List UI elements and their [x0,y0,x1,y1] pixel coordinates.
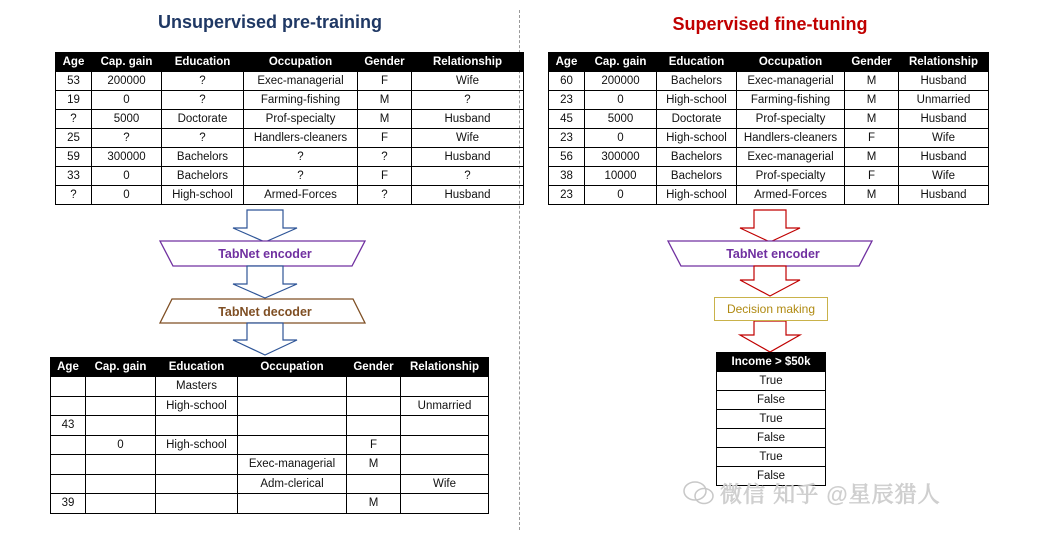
table-row [549,72,989,91]
column-header: Education [162,53,244,72]
table-cell: Husband [412,110,524,129]
decoder-label: TabNet decoder [218,304,312,319]
column-header: Relationship [899,53,989,72]
income-cell: False [717,429,826,448]
left-panel-title: Unsupervised pre-training [157,12,383,32]
table-cell: Armed-Forces [737,186,845,205]
table-row [51,435,489,455]
table-cell: Wife [899,129,989,148]
table-cell: 23 [549,91,585,110]
table-cell: Exec-managerial [737,148,845,167]
table-cell: 23 [549,129,585,148]
table-cell: 200000 [92,72,162,91]
table-cell: 5000 [92,110,162,129]
table-row [56,167,524,186]
table-cell [51,377,86,397]
table-cell: F [358,167,412,186]
column-header: Gender [845,53,899,72]
column-header: Age [549,53,585,72]
table-cell: M [347,455,401,475]
table-cell [86,416,156,436]
table-cell: High-school [657,186,737,205]
table-row [56,110,524,129]
table-cell: M [347,494,401,514]
table-cell [401,416,489,436]
table-cell [86,455,156,475]
income-cell: True [717,372,826,391]
table-cell: Husband [412,148,524,167]
column-header: Occupation [244,53,358,72]
table-cell: Handlers-cleaners [737,129,845,148]
table-cell: M [845,148,899,167]
table-header-row [56,53,524,72]
table-cell: Doctorate [162,110,244,129]
column-header: Relationship [401,358,489,377]
table-cell [238,377,347,397]
table-cell: F [845,129,899,148]
table-row [549,186,989,205]
table-row [549,110,989,129]
left-input-table [55,52,524,205]
table-row [51,455,489,475]
table-cell: 0 [585,129,657,148]
table-cell [347,416,401,436]
table-cell: Prof-specialty [737,167,845,186]
table-cell: Husband [899,72,989,91]
table-row [549,148,989,167]
table-cell: Husband [899,186,989,205]
table-cell: High-school [156,396,238,416]
table-cell: ? [412,91,524,110]
column-header: Gender [358,53,412,72]
table-cell: 39 [51,494,86,514]
table-cell: M [358,91,412,110]
table-row [717,410,826,429]
table-cell: M [358,110,412,129]
table-cell: F [358,129,412,148]
table-cell: Husband [412,186,524,205]
right-flow-diagram [660,208,890,358]
table-cell [51,455,86,475]
table-cell: 5000 [585,110,657,129]
table-cell [156,455,238,475]
table-cell: Bachelors [657,72,737,91]
table-cell: 23 [549,186,585,205]
income-cell: True [717,410,826,429]
right-output-table [716,352,826,486]
down-arrow-icon [233,210,297,242]
down-arrow-icon [233,266,297,298]
column-header: Age [56,53,92,72]
table-cell: 0 [92,186,162,205]
income-cell: True [717,448,826,467]
table-cell: Prof-specialty [737,110,845,129]
table-cell: ? [162,91,244,110]
table-cell: 300000 [92,148,162,167]
table-cell: ? [56,186,92,205]
table-cell: Adm-clerical [238,474,347,494]
table-cell: ? [92,129,162,148]
table-cell: Prof-specialty [244,110,358,129]
table-cell: 0 [92,167,162,186]
table-header-row [549,53,989,72]
table-cell: ? [162,129,244,148]
table-cell: F [845,167,899,186]
down-arrow-icon [740,266,800,296]
table-cell [156,494,238,514]
table-cell: M [845,91,899,110]
table-cell: 33 [56,167,92,186]
table-row [549,129,989,148]
table-cell [86,377,156,397]
table-cell: Exec-managerial [737,72,845,91]
table-cell: 45 [549,110,585,129]
table-header-row [717,353,826,372]
right-panel-title: Supervised fine-tuning [672,14,868,34]
income-cell: False [717,467,826,486]
left-output-table [50,357,489,514]
table-cell: Exec-managerial [238,455,347,475]
table-cell [238,435,347,455]
column-header: Relationship [412,53,524,72]
column-header: Age [51,358,86,377]
table-cell: 43 [51,416,86,436]
column-header: Cap. gain [86,358,156,377]
table-cell: M [845,72,899,91]
income-header: Income > $50k [717,353,826,372]
table-cell: ? [244,148,358,167]
table-cell: ? [244,167,358,186]
table-row [51,377,489,397]
table-cell: Bachelors [162,167,244,186]
table-cell: 25 [56,129,92,148]
column-header: Gender [347,358,401,377]
table-cell: Farming-fishing [737,91,845,110]
table-row [549,91,989,110]
table-row [56,91,524,110]
table-header-row [51,358,489,377]
table-cell: Farming-fishing [244,91,358,110]
down-arrow-icon [740,210,800,242]
table-cell [401,377,489,397]
table-cell [347,474,401,494]
table-row [51,416,489,436]
table-cell [51,474,86,494]
table-cell [86,474,156,494]
right-encoder-label: TabNet encoder [726,246,820,261]
column-header: Education [156,358,238,377]
table-cell [238,396,347,416]
table-cell: Husband [899,148,989,167]
table-cell [401,455,489,475]
table-cell: Bachelors [657,148,737,167]
column-header: Cap. gain [92,53,162,72]
table-cell [347,396,401,416]
table-cell: 56 [549,148,585,167]
table-cell: M [845,186,899,205]
table-cell: 19 [56,91,92,110]
down-arrow-icon [740,321,800,352]
table-cell: Wife [899,167,989,186]
income-cell: False [717,391,826,410]
table-cell [238,416,347,436]
table-cell: 200000 [585,72,657,91]
table-cell [401,435,489,455]
table-cell: F [358,72,412,91]
decision-making-box: Decision making [714,297,828,321]
table-cell: High-school [156,435,238,455]
left-encoder-label: TabNet encoder [218,246,312,261]
table-cell: High-school [657,91,737,110]
column-header: Occupation [737,53,845,72]
table-cell: 10000 [585,167,657,186]
left-flow-diagram [150,208,380,358]
table-cell [156,416,238,436]
table-cell: ? [162,72,244,91]
table-cell [347,377,401,397]
table-row [56,148,524,167]
column-header: Education [657,53,737,72]
table-cell: 0 [585,186,657,205]
column-header: Occupation [238,358,347,377]
table-cell: 60 [549,72,585,91]
table-row [717,372,826,391]
table-row [549,167,989,186]
column-header: Cap. gain [585,53,657,72]
table-cell: ? [358,148,412,167]
table-cell: Armed-Forces [244,186,358,205]
table-cell [401,494,489,514]
table-row [56,186,524,205]
table-cell [86,494,156,514]
table-cell: Bachelors [657,167,737,186]
table-cell: M [845,110,899,129]
table-cell: Unmarried [401,396,489,416]
table-cell [156,474,238,494]
table-row [717,448,826,467]
table-row [51,494,489,514]
table-cell [86,396,156,416]
table-cell: High-school [657,129,737,148]
table-cell: 59 [56,148,92,167]
table-cell: Bachelors [162,148,244,167]
table-cell: F [347,435,401,455]
wechat-logo-icon [682,480,716,506]
table-cell: 0 [92,91,162,110]
table-cell: 38 [549,167,585,186]
table-cell: Wife [412,72,524,91]
table-cell [238,494,347,514]
down-arrow-icon [233,323,297,355]
table-row [51,396,489,416]
table-row [717,391,826,410]
table-cell: 300000 [585,148,657,167]
table-cell: 0 [585,91,657,110]
table-row [56,72,524,91]
table-cell: Unmarried [899,91,989,110]
table-cell: ? [56,110,92,129]
table-cell: 0 [86,435,156,455]
table-cell: Masters [156,377,238,397]
table-cell: 53 [56,72,92,91]
table-cell: ? [412,167,524,186]
table-cell: Wife [412,129,524,148]
table-row [717,429,826,448]
table-cell: Husband [899,110,989,129]
table-cell: Doctorate [657,110,737,129]
table-cell: Exec-managerial [244,72,358,91]
table-cell: High-school [162,186,244,205]
right-input-table [548,52,989,205]
watermark-text: 微信 知乎 @星辰猎人 [720,482,941,507]
table-cell: ? [358,186,412,205]
table-cell [51,435,86,455]
table-cell [51,396,86,416]
table-row [51,474,489,494]
table-row [56,129,524,148]
table-cell: Handlers-cleaners [244,129,358,148]
table-cell: Wife [401,474,489,494]
